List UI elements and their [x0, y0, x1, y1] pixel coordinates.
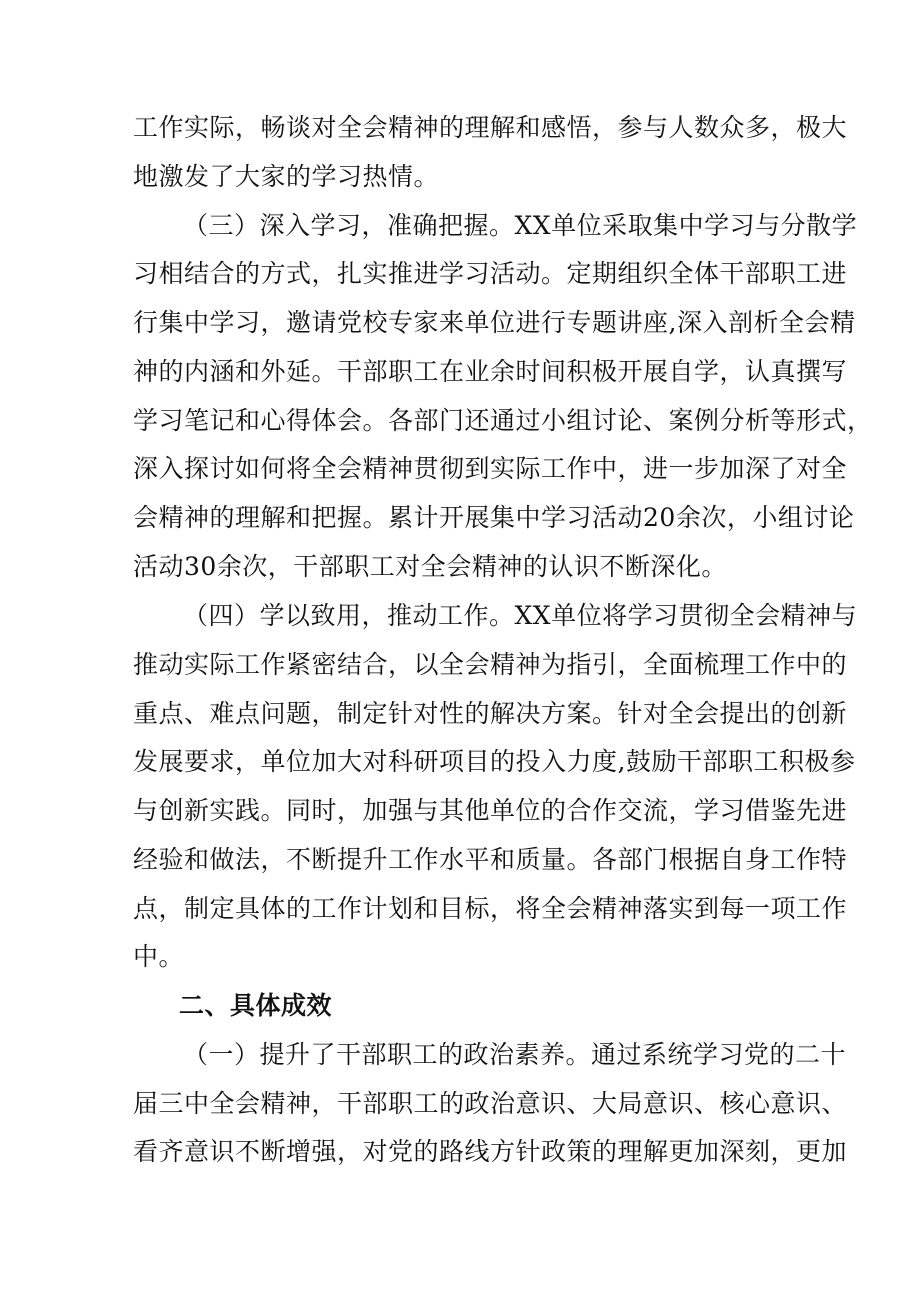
- text-line: 届三中全会精神，干部职工的政治意识、大局意识、核心意识、: [133, 1089, 848, 1118]
- text-line: （三）深入学习，准确把握。XX单位采取集中学习与分散学: [183, 211, 858, 240]
- text-line: 地激发了大家的学习热情。: [133, 162, 440, 191]
- text-line: 点，制定具体的工作计划和目标，将全会精神落实到每一项工作: [133, 894, 848, 923]
- text-line: 看齐意识不断增强，对党的路线方针政策的理解更加深刻，更加: [133, 1137, 848, 1166]
- text-line: （四）学以致用，推动工作。XX单位将学习贯彻全会精神与: [183, 601, 858, 630]
- text-line: 工作实际，畅谈对全会精神的理解和感悟，参与人数众多，极大: [133, 113, 848, 142]
- text-line: 会精神的理解和把握。累计开展集中学习活动20余次，小组讨论: [133, 503, 855, 532]
- text-line: 与创新实践。同时，加强与其他单位的合作交流，学习借鉴先进: [133, 796, 848, 825]
- text-line: 习相结合的方式，扎实推进学习活动。定期组织全体干部职工进: [133, 259, 848, 288]
- text-line: 神的内涵和外延。干部职工在业余时间积极开展自学，认真撰写: [133, 357, 848, 386]
- text-line: 经验和做法，不断提升工作水平和质量。各部门根据自身工作特: [133, 845, 848, 874]
- text-line: 活动30余次，干部职工对全会精神的认识不断深化。: [133, 552, 727, 581]
- text-line: 行集中学习，邀请党校专家来单位进行专题讲座,深入剖析全会精: [133, 308, 856, 337]
- text-line: 推动实际工作紧密结合，以全会精神为指引，全面梳理工作中的: [133, 650, 848, 679]
- text-line: 重点、难点问题，制定针对性的解决方案。针对全会提出的创新: [133, 699, 848, 728]
- text-line: 发展要求，单位加大对科研项目的投入力度,鼓励干部职工积极参: [133, 747, 856, 776]
- section-heading: 二、具体成效: [179, 991, 333, 1020]
- text-line: 学习笔记和心得体会。各部门还通过小组讨论、案例分析等形式，: [133, 406, 873, 435]
- text-line: 中。: [133, 942, 185, 971]
- text-line: （一）提升了干部职工的政治素养。通过系统学习党的二十: [183, 1040, 847, 1069]
- text-line: 深入探讨如何将全会精神贯彻到实际工作中，进一步加深了对全: [133, 454, 848, 483]
